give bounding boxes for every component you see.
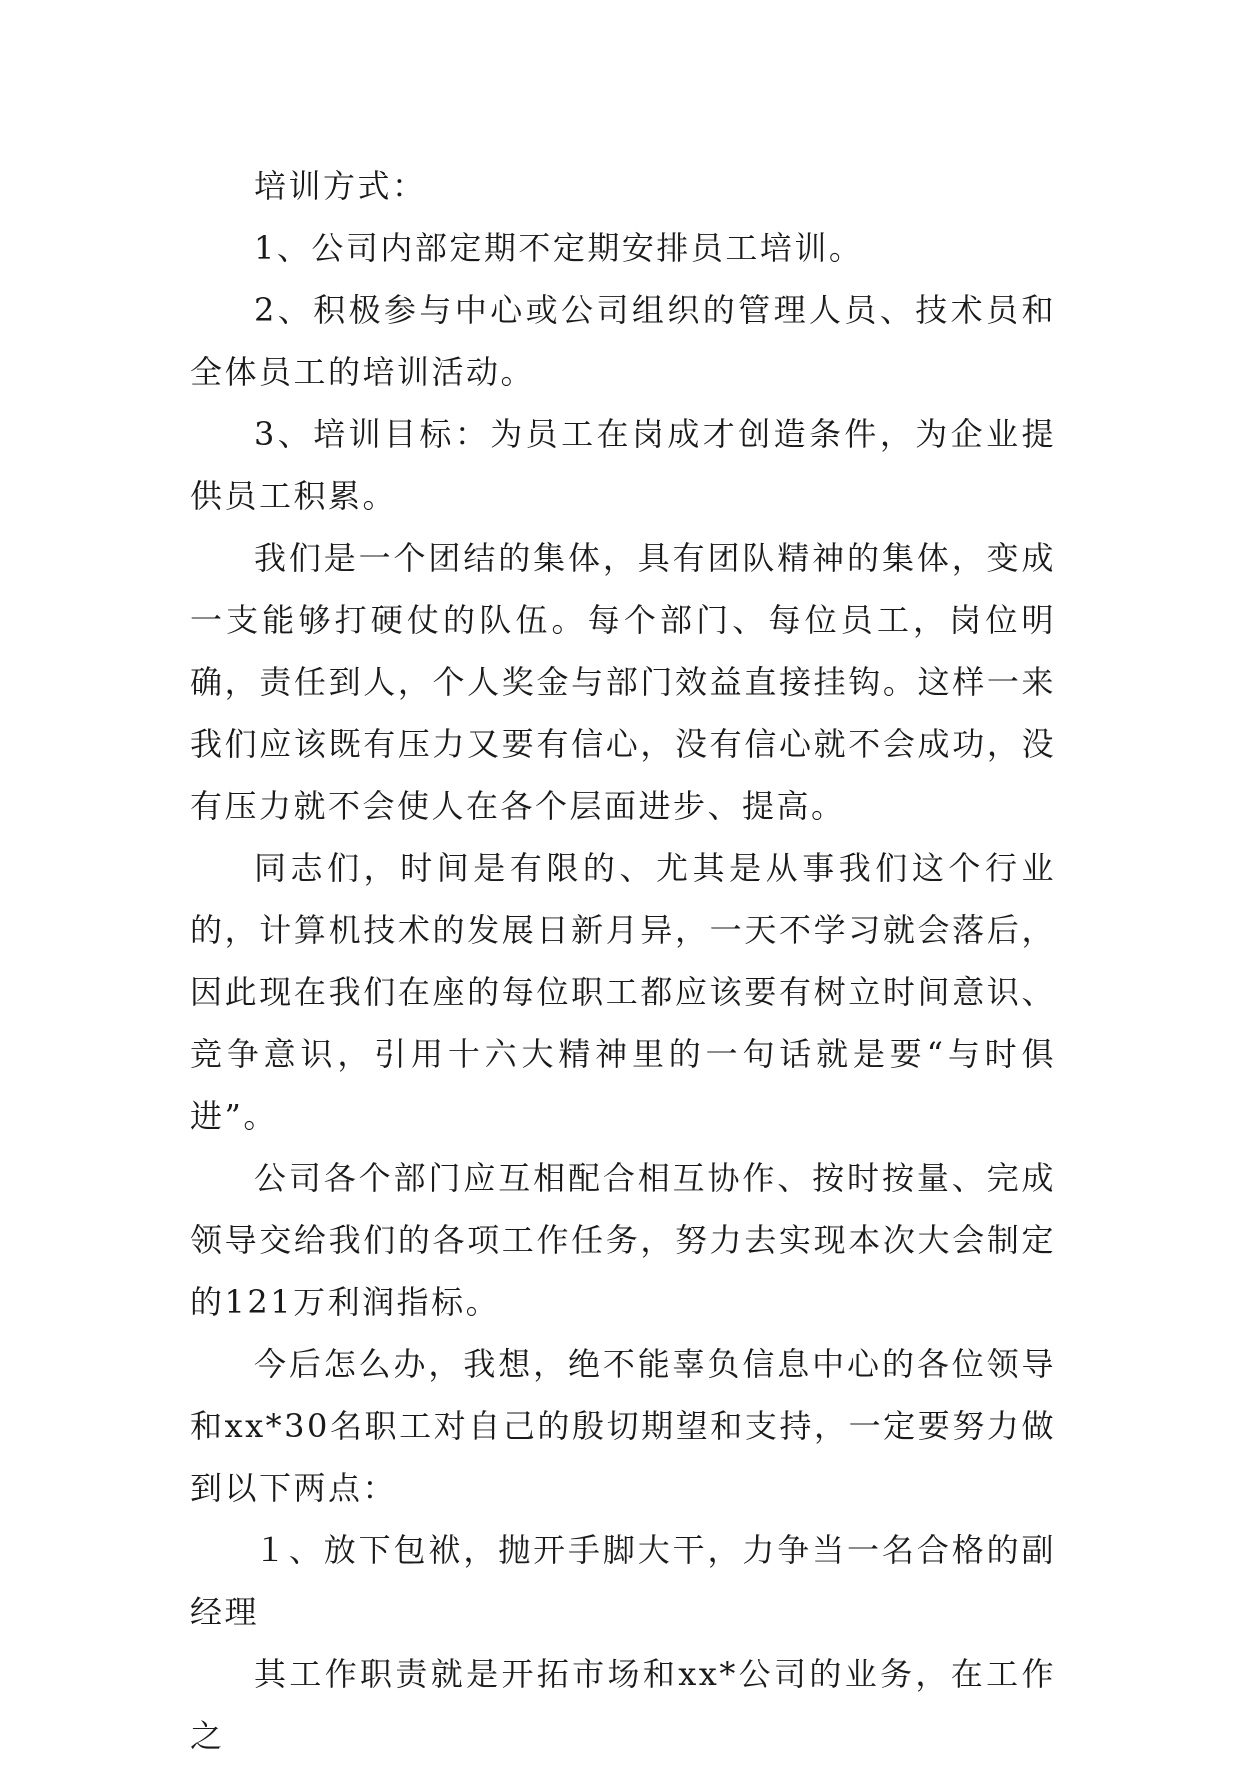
document-body	[190, 155, 1056, 1767]
paragraph-item-2: 2、积极参与中心或公司组织的管理人员、技术员和全体员工的培训活动。	[190, 291, 1056, 391]
paragraph-duties: 其工作职责就是开拓市场和xx*公司的业务，在工作之	[190, 1655, 1056, 1755]
paragraph-training-methods-heading: 培训方式：	[254, 167, 427, 205]
paragraph-team-spirit: 我们是一个团结的集体，具有团队精神的集体，变成一支能够打硬仗的队伍。每个部门、每位员工，岗位明确，责任到人，个人奖金与部门效益直接挂钩。这样一来我们应该既有压力又要有信心，没有信心就不会成功，没有压力就不会使人在各个层面进步、提高。	[190, 539, 1056, 825]
paragraph-point-1: １、放下包袱，抛开手脚大干，力争当一名合格的副经理	[190, 1531, 1056, 1631]
paragraph-item-1: 1、公司内部定期不定期安排员工培训。	[254, 229, 864, 267]
paragraph-departments: 公司各个部门应互相配合相互协作、按时按量、完成领导交给我们的各项工作任务，努力去实现本次大会制定的121万利润指标。	[190, 1159, 1056, 1321]
paragraph-comrades: 同志们，时间是有限的、尤其是从事我们这个行业的，计算机技术的发展日新月异，一天不学习就会落后，因此现在我们在座的每位职工都应该要有树立时间意识、竞争意识，引用十六大精神里的一句话就是要“与时俱进”。	[190, 849, 1056, 1135]
paragraph-what-next: 今后怎么办，我想，绝不能辜负信息中心的各位领导和xx*30名职工对自己的殷切期望和支持，一定要努力做到以下两点：	[190, 1345, 1056, 1507]
paragraph-item-3: 3、培训目标：为员工在岗成才创造条件，为企业提供员工积累。	[190, 415, 1056, 515]
